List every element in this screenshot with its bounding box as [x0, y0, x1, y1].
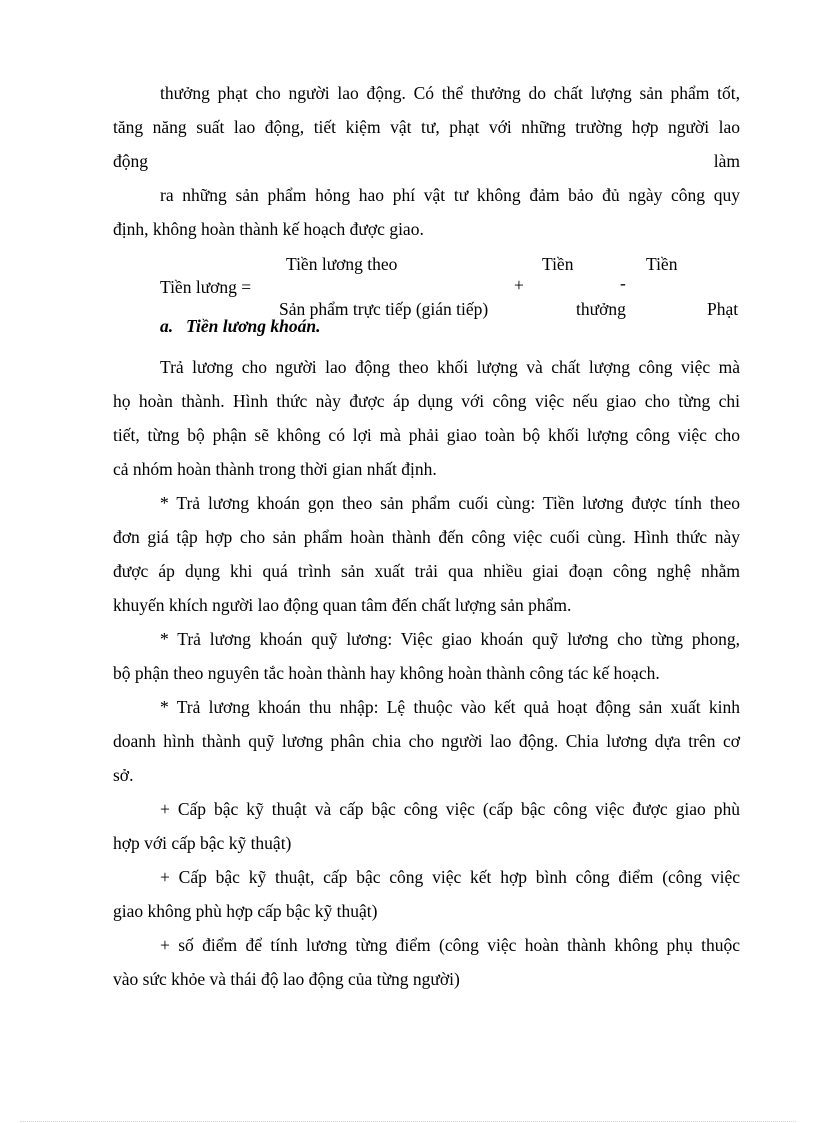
formula-minus: - [620, 273, 626, 293]
paragraph [113, 860, 740, 928]
formula-term3-bottom: Phạt [707, 299, 739, 319]
text-fragment: làm [713, 151, 740, 171]
paragraph [113, 690, 740, 792]
formula-term2-top: Tiền [542, 254, 574, 274]
text-line: đơn giá tập hợp cho sản phẩm hoàn thành đến công việc cuối cùng. Hình thức này [113, 527, 740, 547]
text-line: tăng năng suất lao động, tiết kiệm vật tư, phạt với những trường hợp người lao [113, 117, 740, 137]
text-line: giao không phù hợp cấp bậc kỹ thuật) [113, 901, 378, 921]
paragraph [113, 792, 740, 860]
text-line: * Trả lương khoán quỹ lương: Việc giao khoán quỹ lương cho từng phong, [160, 629, 740, 649]
text-line: doanh hình thành quỹ lương phân chia cho người lao động. Chia lương dựa trên cơ [113, 731, 740, 751]
text-line: hợp với cấp bậc kỹ thuật) [113, 833, 292, 853]
text-line: + Cấp bậc kỹ thuật và cấp bậc công việc (cấp bậc công việc được giao phù [160, 799, 740, 819]
formula-term2-bottom: thưởng [576, 299, 626, 319]
formula-lhs: Tiền lương = [160, 277, 252, 297]
text-line: vào sức khỏe và thái độ lao động của từng người) [113, 969, 460, 989]
paragraph [113, 486, 740, 622]
body-text [113, 350, 740, 996]
text-line: ra những sản phẩm hỏng hao phí vật tư không đảm bảo đủ ngày công quy [160, 185, 740, 205]
text-line: họ hoàn thành. Hình thức này được áp dụng với công việc nếu giao cho từng chi [113, 391, 740, 411]
paragraph [113, 622, 740, 690]
text-line: được áp dụng khi quá trình sản xuất trải qua nhiều giai đoạn công nghệ nhằm [113, 561, 740, 581]
page-bottom-rule [20, 1121, 796, 1122]
text-fragment: động [113, 151, 148, 171]
formula-term1-top: Tiền lương theo [286, 254, 398, 274]
section-marker: a. [160, 316, 174, 336]
text-line: * Trả lương khoán thu nhập: Lệ thuộc vào kết quả hoạt động sản xuất kinh [160, 697, 740, 717]
paragraph [113, 928, 740, 996]
text-line: Trả lương cho người lao động theo khối lượng và chất lượng công việc mà [160, 357, 740, 377]
text-line: + Cấp bậc kỹ thuật, cấp bậc công việc kết hợp bình công điểm (công việc [160, 867, 740, 887]
section-title: Tiền lương khoán. [186, 316, 321, 336]
formula-term3-top: Tiền [646, 254, 678, 274]
salary-formula [0, 251, 816, 321]
text-line: sở. [113, 765, 134, 785]
text-line-split [113, 144, 740, 178]
text-line: tiết, từng bộ phận sẽ không có lợi mà phải giao toàn bộ khối lượng công việc cho [113, 425, 740, 445]
text-line: thưởng phạt cho người lao động. Có thể thưởng do chất lượng sản phẩm tốt, [160, 83, 740, 103]
section-heading [160, 316, 320, 337]
text-line: cả nhóm hoàn thành trong thời gian nhất định. [113, 459, 437, 479]
text-line: định, không hoàn thành kế hoạch được giao. [113, 219, 424, 239]
text-line: bộ phận theo nguyên tắc hoàn thành hay không hoàn thành công tác kế hoạch. [113, 663, 660, 683]
formula-plus: + [514, 275, 524, 295]
paragraph [113, 350, 740, 486]
text-line: * Trả lương khoán gọn theo sản phẩm cuối cùng: Tiền lương được tính theo [160, 493, 740, 513]
text-line: + số điểm để tính lương từng điểm (công việc hoàn thành không phụ thuộc [160, 935, 740, 955]
text-line: khuyến khích người lao động quan tâm đến chất lượng sản phẩm. [113, 595, 572, 615]
intro-paragraph [113, 76, 740, 246]
formula-term1-bottom: Sản phẩm trực tiếp (gián tiếp) [279, 299, 489, 319]
